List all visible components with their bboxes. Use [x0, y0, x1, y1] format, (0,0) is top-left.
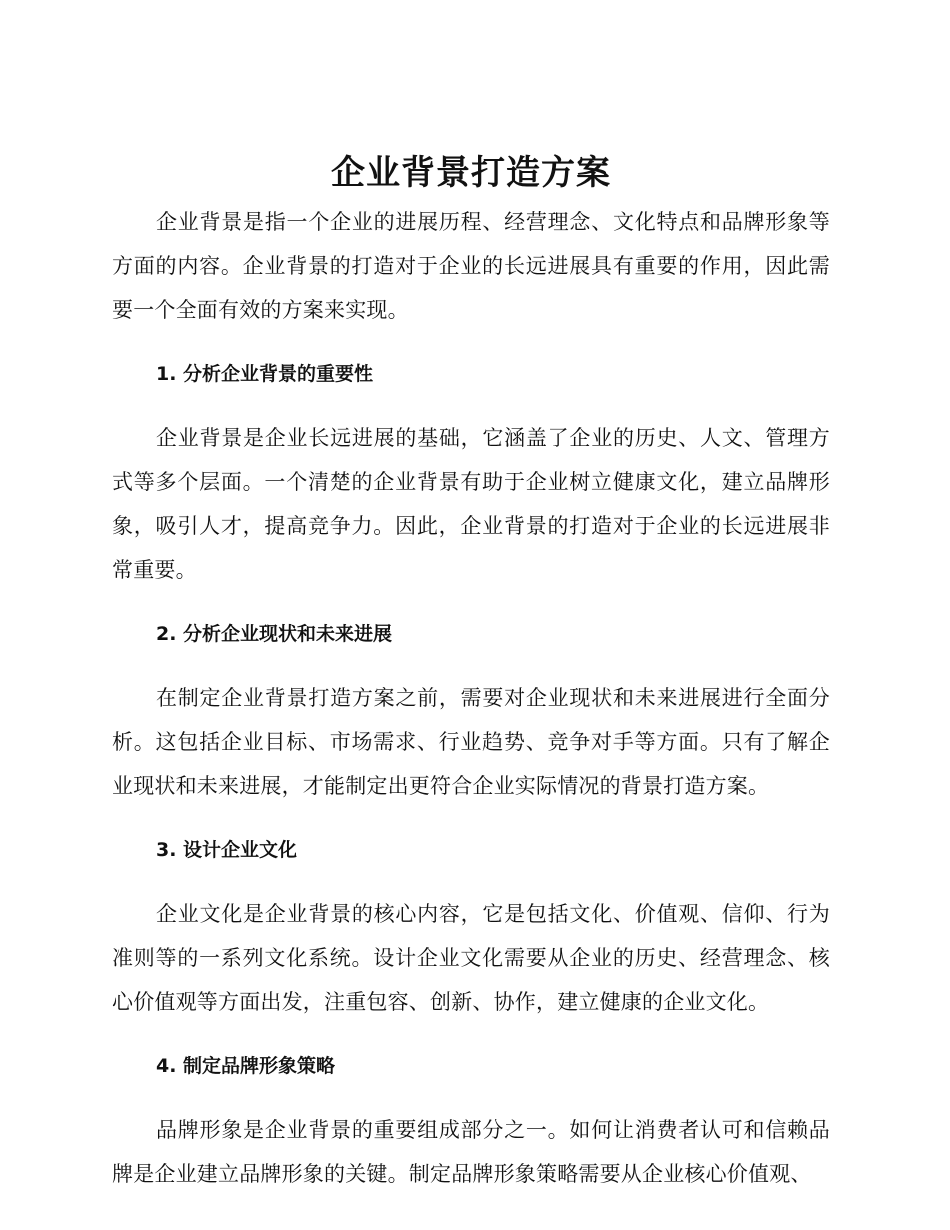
section-heading-4: 4. 制定品牌形象策略: [156, 1055, 336, 1077]
section-body-3: 企业文化是企业背景的核心内容，它是包括文化、价值观、信仰、行为准则等的一系列文化系统。设计企业文化需要从企业的历史、经营理念、核心价值观等方面出发，注重包容、创新、协作，建立健康的企业文化。: [112, 902, 830, 1014]
section-heading-2: 2. 分析企业现状和未来进展: [156, 623, 393, 645]
section-heading-1: 1. 分析企业背景的重要性: [156, 363, 374, 385]
document-content: [112, 148, 830, 1196]
document-title: 企业背景打造方案: [331, 153, 611, 193]
section-body-4: 品牌形象是企业背景的重要组成部分之一。如何让消费者认可和信赖品牌是企业建立品牌形象的关键。制定品牌形象策略需要从企业核心价值观、: [112, 1118, 830, 1186]
section-heading-3: 3. 设计企业文化: [156, 839, 298, 861]
section-body-2: 在制定企业背景打造方案之前，需要对企业现状和未来进展进行全面分析。这包括企业目标、市场需求、行业趋势、竞争对手等方面。只有了解企业现状和未来进展，才能制定出更符合企业实际情况的背景打造方案。: [112, 686, 830, 798]
section-body-1: 企业背景是企业长远进展的基础，它涵盖了企业的历史、人文、管理方式等多个层面。一个清楚的企业背景有助于企业树立健康文化，建立品牌形象，吸引人才，提高竞争力。因此，企业背景的打造对于企业的长远进展非常重要。: [112, 426, 830, 582]
intro-paragraph: 企业背景是指一个企业的进展历程、经营理念、文化特点和品牌形象等方面的内容。企业背景的打造对于企业的长远进展具有重要的作用，因此需要一个全面有效的方案来实现。: [112, 210, 830, 322]
